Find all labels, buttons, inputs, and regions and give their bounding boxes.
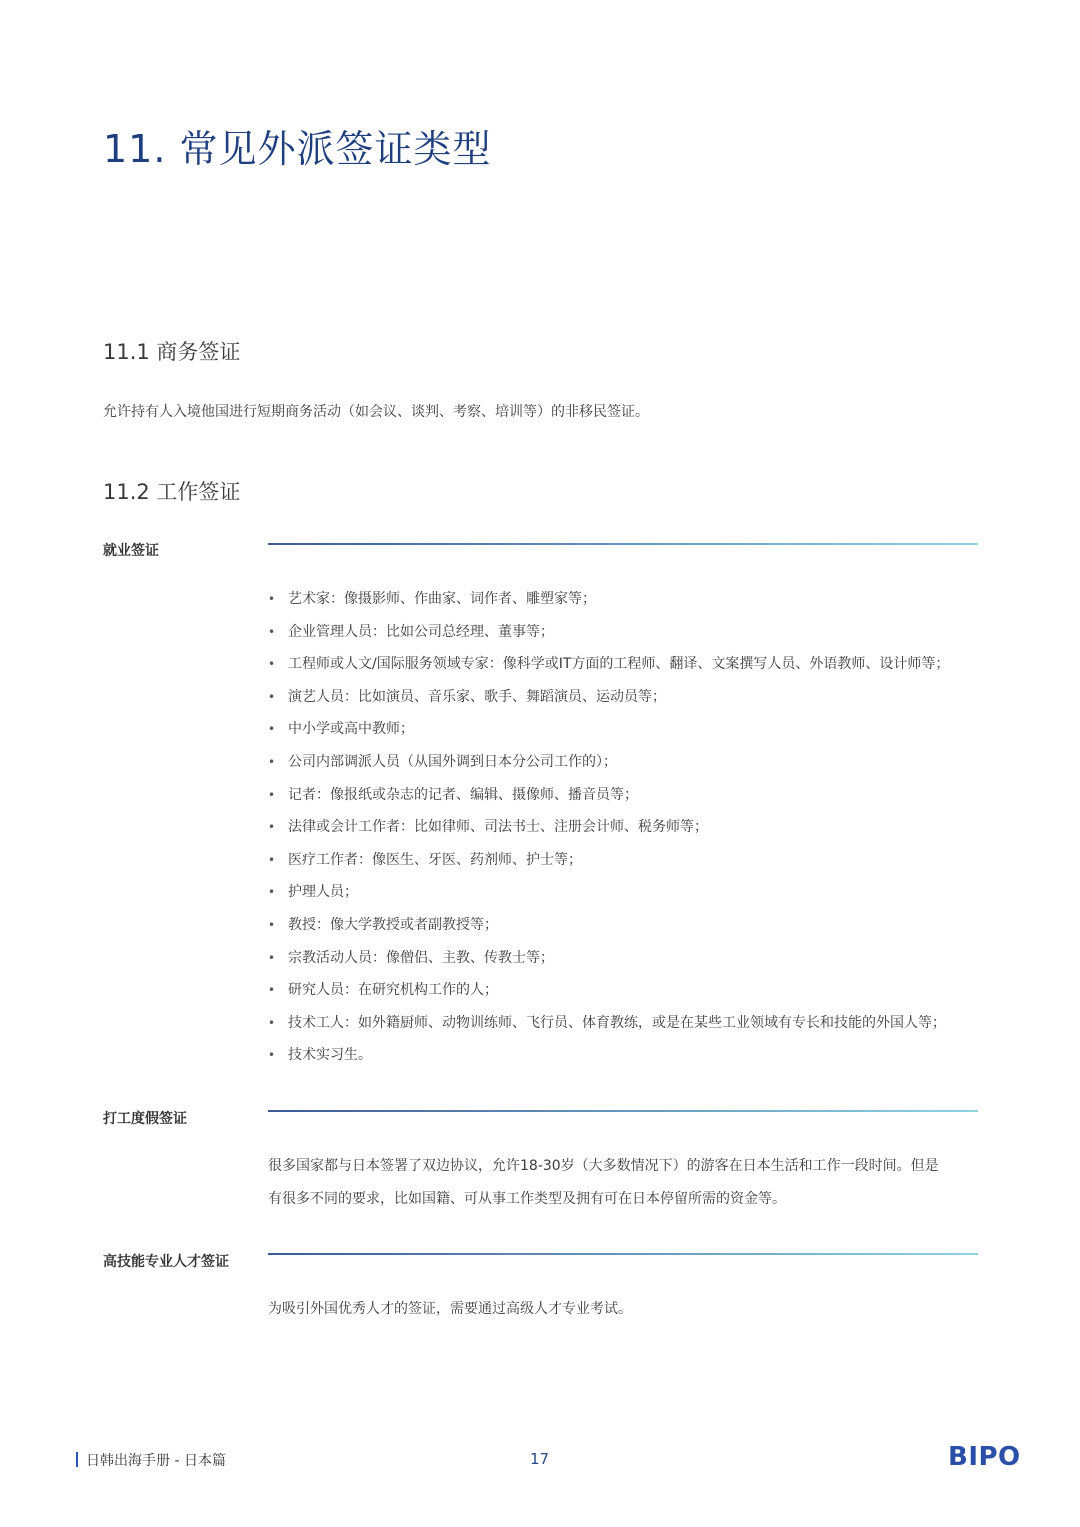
list-item: • 宗教活动人员：像僧侣、主教、传教士等； — [268, 945, 980, 978]
business-visa-description: 允许持有人入境他国进行短期商务活动（如会议、谈判、考察、培训等）的非移民签证。 — [103, 404, 649, 420]
working-holiday-description — [268, 1150, 980, 1216]
list-item: • 技术实习生。 — [268, 1042, 980, 1075]
list-item: • 演艺人员：比如演员、音乐家、歌手、舞蹈演员、运动员等； — [268, 684, 980, 717]
section-heading-work-visa: 11.2 工作签证 — [103, 480, 241, 504]
list-item: • 企业管理人员：比如公司总经理、董事等； — [268, 619, 980, 652]
divider-employment — [268, 543, 978, 545]
list-item: • 公司内部调派人员（从国外调到日本分公司工作的）； — [268, 749, 980, 782]
list-item: • 艺术家：像摄影师、作曲家、词作者、雕塑家等； — [268, 586, 980, 619]
employment-visa-label: 就业签证 — [103, 543, 159, 559]
list-item: • 法律或会计工作者：比如律师、司法书士、注册会计师、税务师等； — [268, 814, 980, 847]
list-item: • 中小学或高中教师； — [268, 716, 980, 749]
footer-accent-bar — [76, 1452, 78, 1467]
list-item: • 护理人员； — [268, 879, 980, 912]
working-holiday-line-2: 有很多不同的要求，比如国籍、可从事工作类型及拥有可在日本停留所需的资金等。 — [268, 1191, 786, 1207]
highly-skilled-description: 为吸引外国优秀人才的签证，需要通过高级人才专业考试。 — [268, 1301, 632, 1317]
bipo-logo: BIPO — [948, 1442, 1021, 1472]
divider-working-holiday — [268, 1110, 978, 1112]
list-item: • 技术工人：如外籍厨师、动物训练师、飞行员、体育教练，或是在某些工业领域有专长和技能的外国人等； — [268, 1010, 980, 1043]
highly-skilled-visa-label: 高技能专业人才签证 — [103, 1254, 229, 1270]
page-title: 11. 常见外派签证类型 — [103, 127, 492, 171]
page-number: 17 — [530, 1450, 550, 1468]
list-item: • 医疗工作者：像医生、牙医、药剂师、护士等； — [268, 847, 980, 880]
working-holiday-line-1: 很多国家都与日本签署了双边协议，允许18-30岁（大多数情况下）的游客在日本生活和工作一段时间。但是 — [268, 1158, 939, 1174]
divider-highly-skilled — [268, 1253, 978, 1255]
list-item: • 记者：像报纸或杂志的记者、编辑、摄像师、播音员等； — [268, 782, 980, 815]
list-item: • 教授：像大学教授或者副教授等； — [268, 912, 980, 945]
list-item: • 研究人员：在研究机构工作的人； — [268, 977, 980, 1010]
list-item: • 工程师或人文/国际服务领域专家：像科学或IT方面的工程师、翻译、文案撰写人员、外语教师、设计师等； — [268, 651, 980, 684]
working-holiday-visa-label: 打工度假签证 — [103, 1111, 187, 1127]
section-heading-business-visa: 11.1 商务签证 — [103, 340, 241, 364]
employment-visa-list — [268, 586, 980, 1075]
footer-document-name: 日韩出海手册 - 日本篇 — [86, 1453, 226, 1469]
